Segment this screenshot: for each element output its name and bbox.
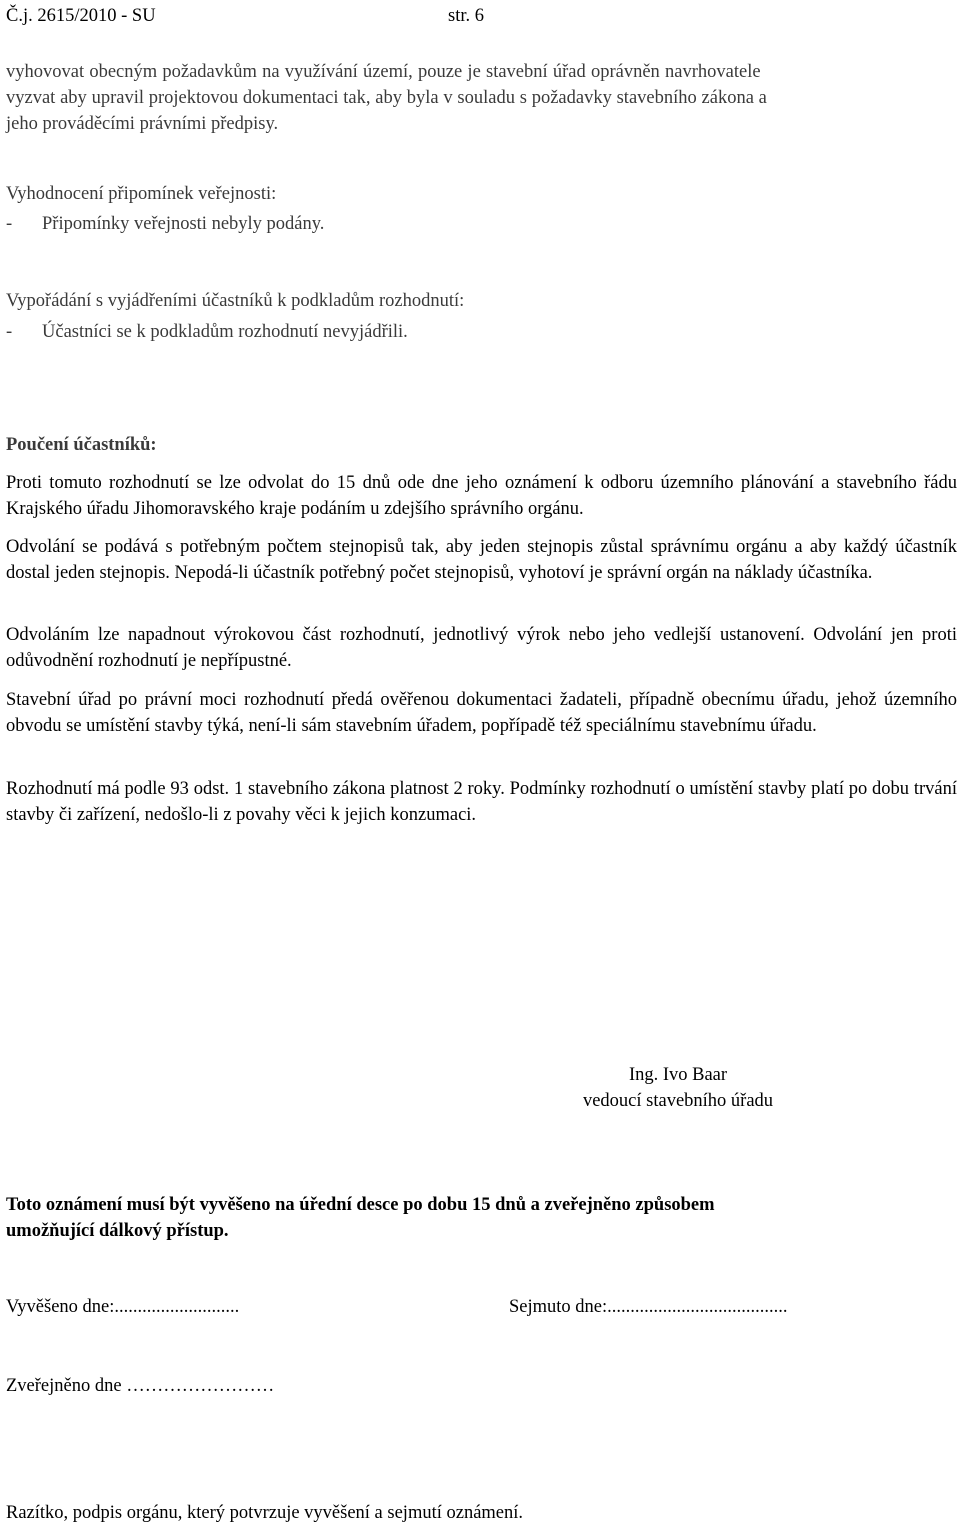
intro-line-3: jeho prováděcími právními předpisy. — [6, 114, 279, 134]
page-number: str. 6 — [448, 6, 484, 26]
published-date-field: Zveřejněno dne …………………… — [6, 1376, 275, 1396]
instruction-paragraph-3: Odvoláním lze napadnout výrokovou část rozhodnutí, jednotlivý výrok nebo jeho vedlejší ustanovení. Odvolání jen proti odůvodnění rozhodnutí je nepřípustné. — [6, 625, 957, 671]
instruction-paragraph-4: Stavební úřad po právní moci rozhodnutí předá ověřenou dokumentaci žadateli, případně obecnímu úřadu, jehož územního obvodu se umístění stavby týká, není-li sám stavebním úřadem, popřípadě též speciálnímu stavebnímu úřadu. — [6, 690, 957, 736]
reference-number: Č.j. 2615/2010 - SU — [6, 6, 156, 26]
notice-line-1: Toto oznámení musí být vyvěšeno na úřední desce po dobu 15 dnů a zveřejněno způsobem — [6, 1195, 715, 1215]
instruction-paragraph-2: Odvolání se podává s potřebným počtem stejnopisů tak, aby jeden stejnopis zůstal správnímu orgánu a aby každý účastník dostal jeden stejnopis. Nepodá-li účastník potřebný počet stejnopisů, vyhotoví je správní orgán na náklady účastníka. — [6, 537, 957, 583]
signature-name: Ing. Ivo Baar — [628, 1065, 728, 1085]
participants-text: Účastníci se k podkladům rozhodnutí nevyjádřili. — [42, 322, 408, 342]
posted-date-field: Vyvěšeno dne:........................... — [6, 1297, 240, 1317]
public-comments-heading: Vyhodnocení připomínek veřejnosti: — [6, 184, 277, 204]
instruction-paragraph-5: Rozhodnutí má podle 93 odst. 1 stavebního zákona platnost 2 roky. Podmínky rozhodnutí o umístění stavby platí po dobu trvání stavby či zařízení, nedošlo-li z povahy věci k jejich konzumaci. — [6, 779, 957, 825]
removed-date-field: Sejmuto dne:....................................... — [509, 1297, 788, 1317]
participants-item — [6, 319, 408, 345]
instruction-paragraph-1: Proti tomuto rozhodnutí se lze odvolat do 15 dnů ode dne jeho oznámení k odboru územního plánování a stavebního řádu Krajského úřadu Jihomoravského kraje podáním u zdejšího správního orgánu. — [6, 473, 957, 519]
signature-title: vedoucí stavebního úřadu — [582, 1091, 774, 1111]
public-comments-item — [6, 211, 324, 237]
notice-line-2: umožňující dálkový přístup. — [6, 1221, 229, 1241]
instruction-heading: Poučení účastníků: — [6, 435, 157, 455]
intro-line-1: vyhovovat obecným požadavkům na využívání území, pouze je stavební úřad oprávněn navrhovatele — [6, 62, 761, 82]
dash-marker: - — [6, 322, 13, 342]
dash-marker: - — [6, 214, 13, 234]
stamp-note: Razítko, podpis orgánu, který potvrzuje vyvěšení a sejmutí oznámení. — [6, 1503, 524, 1523]
participants-heading: Vypořádání s vyjádřeními účastníků k podkladům rozhodnutí: — [6, 291, 465, 311]
intro-line-2: vyzvat aby upravil projektovou dokumentaci tak, aby byla v souladu s požadavky stavebního zákona a — [6, 88, 767, 108]
public-comments-text: Připomínky veřejnosti nebyly podány. — [42, 214, 325, 234]
